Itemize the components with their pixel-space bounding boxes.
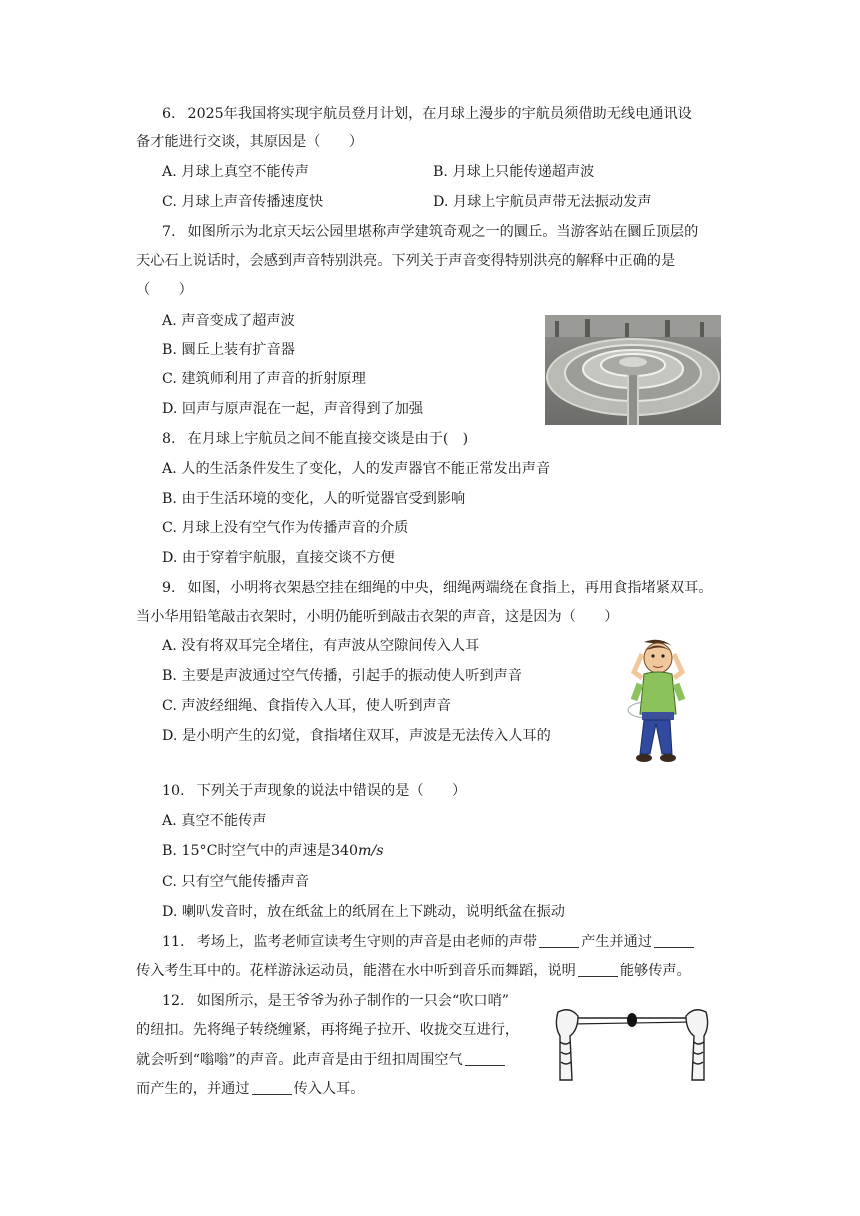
question-12-line-2: 的纽扣。先将绳子转绕缠紧，再将绳子拉开、收拢交互进行， xyxy=(136,1022,520,1038)
answer-blank[interactable] xyxy=(539,933,579,948)
question-6-option-b: B. 月球上只能传递超声波 xyxy=(433,164,595,180)
answer-blank[interactable] xyxy=(252,1080,292,1095)
question-6-line-2: 备才能进行交谈，其原因是（ ） xyxy=(136,134,364,150)
question-11-line-1: 11. 考场上，监考老师宣读考生守则的声音是由老师的声带 产生并通过 xyxy=(162,932,696,952)
answer-blank[interactable] xyxy=(654,933,694,948)
question-8-option-d: D. 由于穿着宇航服，直接交谈不方便 xyxy=(162,550,395,566)
question-9-option-b: B. 主要是声波通过空气传播，引起手的振动使人听到声音 xyxy=(162,668,522,684)
speed-unit: m/s xyxy=(358,843,384,859)
answer-blank[interactable] xyxy=(578,962,618,977)
question-7-option-a: A. 声音变成了超声波 xyxy=(162,313,295,329)
speed-value: 340 xyxy=(330,843,359,859)
question-6-option-d: D. 月球上宇航员声带无法振动发声 xyxy=(433,194,652,210)
question-12-line-3: 就会听到“嗡嗡”的声音。此声音是由于纽扣周围空气 xyxy=(136,1050,507,1070)
question-10-option-c: C. 只有空气能传播声音 xyxy=(162,874,310,890)
answer-blank[interactable] xyxy=(465,1051,505,1066)
question-7-line-1: 7. 如图所示为北京天坛公园里堪称声学建筑奇观之一的圜丘。当游客站在圜丘顶层的 xyxy=(162,224,699,240)
question-6-line-1: 6. 2025年我国将实现宇航员登月计划，在月球上漫步的宇航员须借助无线电通讯设 xyxy=(162,106,692,122)
question-8-option-a: A. 人的生活条件发生了变化，人的发声器官不能正常发出声音 xyxy=(162,461,551,477)
question-7-option-c: C. 建筑师利用了声音的折射原理 xyxy=(162,371,366,387)
button-whistle-illustration xyxy=(548,1002,716,1088)
question-7-line-3: （ ） xyxy=(136,282,193,298)
question-12-line-4: 而产生的，并通过 传入人耳。 xyxy=(136,1081,365,1097)
question-7-line-2: 天心石上说话时，会感到声音特别洪亮。下列关于声音变得特别洪亮的解释中正确的是 xyxy=(136,253,676,269)
question-10-line-1: 10. 下列关于声现象的说法中错误的是（ ） xyxy=(162,783,467,799)
question-10-option-d: D. 喇叭发音时，放在纸盆上的纸屑在上下跳动，说明纸盆在振动 xyxy=(162,904,565,920)
question-8-option-c: C. 月球上没有空气作为传播声音的介质 xyxy=(162,520,409,536)
boy-covering-ears-illustration xyxy=(620,638,700,766)
temple-of-heaven-photo xyxy=(545,315,721,425)
question-7-option-b: B. 圜丘上装有扩音器 xyxy=(162,342,295,358)
question-9-line-1: 9. 如图，小明将衣架悬空挂在细绳的中央，细绳两端绕在食指上，再用食指堵紧双耳。 xyxy=(162,580,713,596)
question-9-line-2: 当小华用铅笔敲击衣架时，小明仍能听到敲击衣架的声音，这是因为（ ） xyxy=(136,609,619,625)
question-10-option-b: B. 15°C时空气中的声速是340m/s xyxy=(162,843,384,859)
question-8-line-1: 8. 在月球上宇航员之间不能直接交谈是由于( ) xyxy=(162,431,469,447)
question-7-option-d: D. 回声与原声混在一起，声音得到了加强 xyxy=(162,401,424,417)
question-9-option-d: D. 是小明产生的幻觉，食指堵住双耳，声波是无法传入人耳的 xyxy=(162,728,551,744)
question-9-option-a: A. 没有将双耳完全堵住，有声波从空隙间传入人耳 xyxy=(162,638,480,654)
question-12-line-1: 12. 如图所示，是王爷爷为孙子制作的一只会“吹口哨” xyxy=(162,993,510,1009)
question-9-option-c: C. 声波经细绳、食指传入人耳，使人听到声音 xyxy=(162,698,451,714)
question-11-line-2: 传入考生耳中的。花样游泳运动员，能潜在水中听到音乐而舞蹈，说明 能够传声。 xyxy=(136,963,691,979)
question-8-option-b: B. 由于生活环境的变化，人的听觉器官受到影响 xyxy=(162,491,466,507)
question-10-option-a: A. 真空不能传声 xyxy=(162,813,267,829)
question-6-option-a: A. 月球上真空不能传声 xyxy=(162,164,309,180)
question-6-option-c: C. 月球上声音传播速度快 xyxy=(162,194,324,210)
